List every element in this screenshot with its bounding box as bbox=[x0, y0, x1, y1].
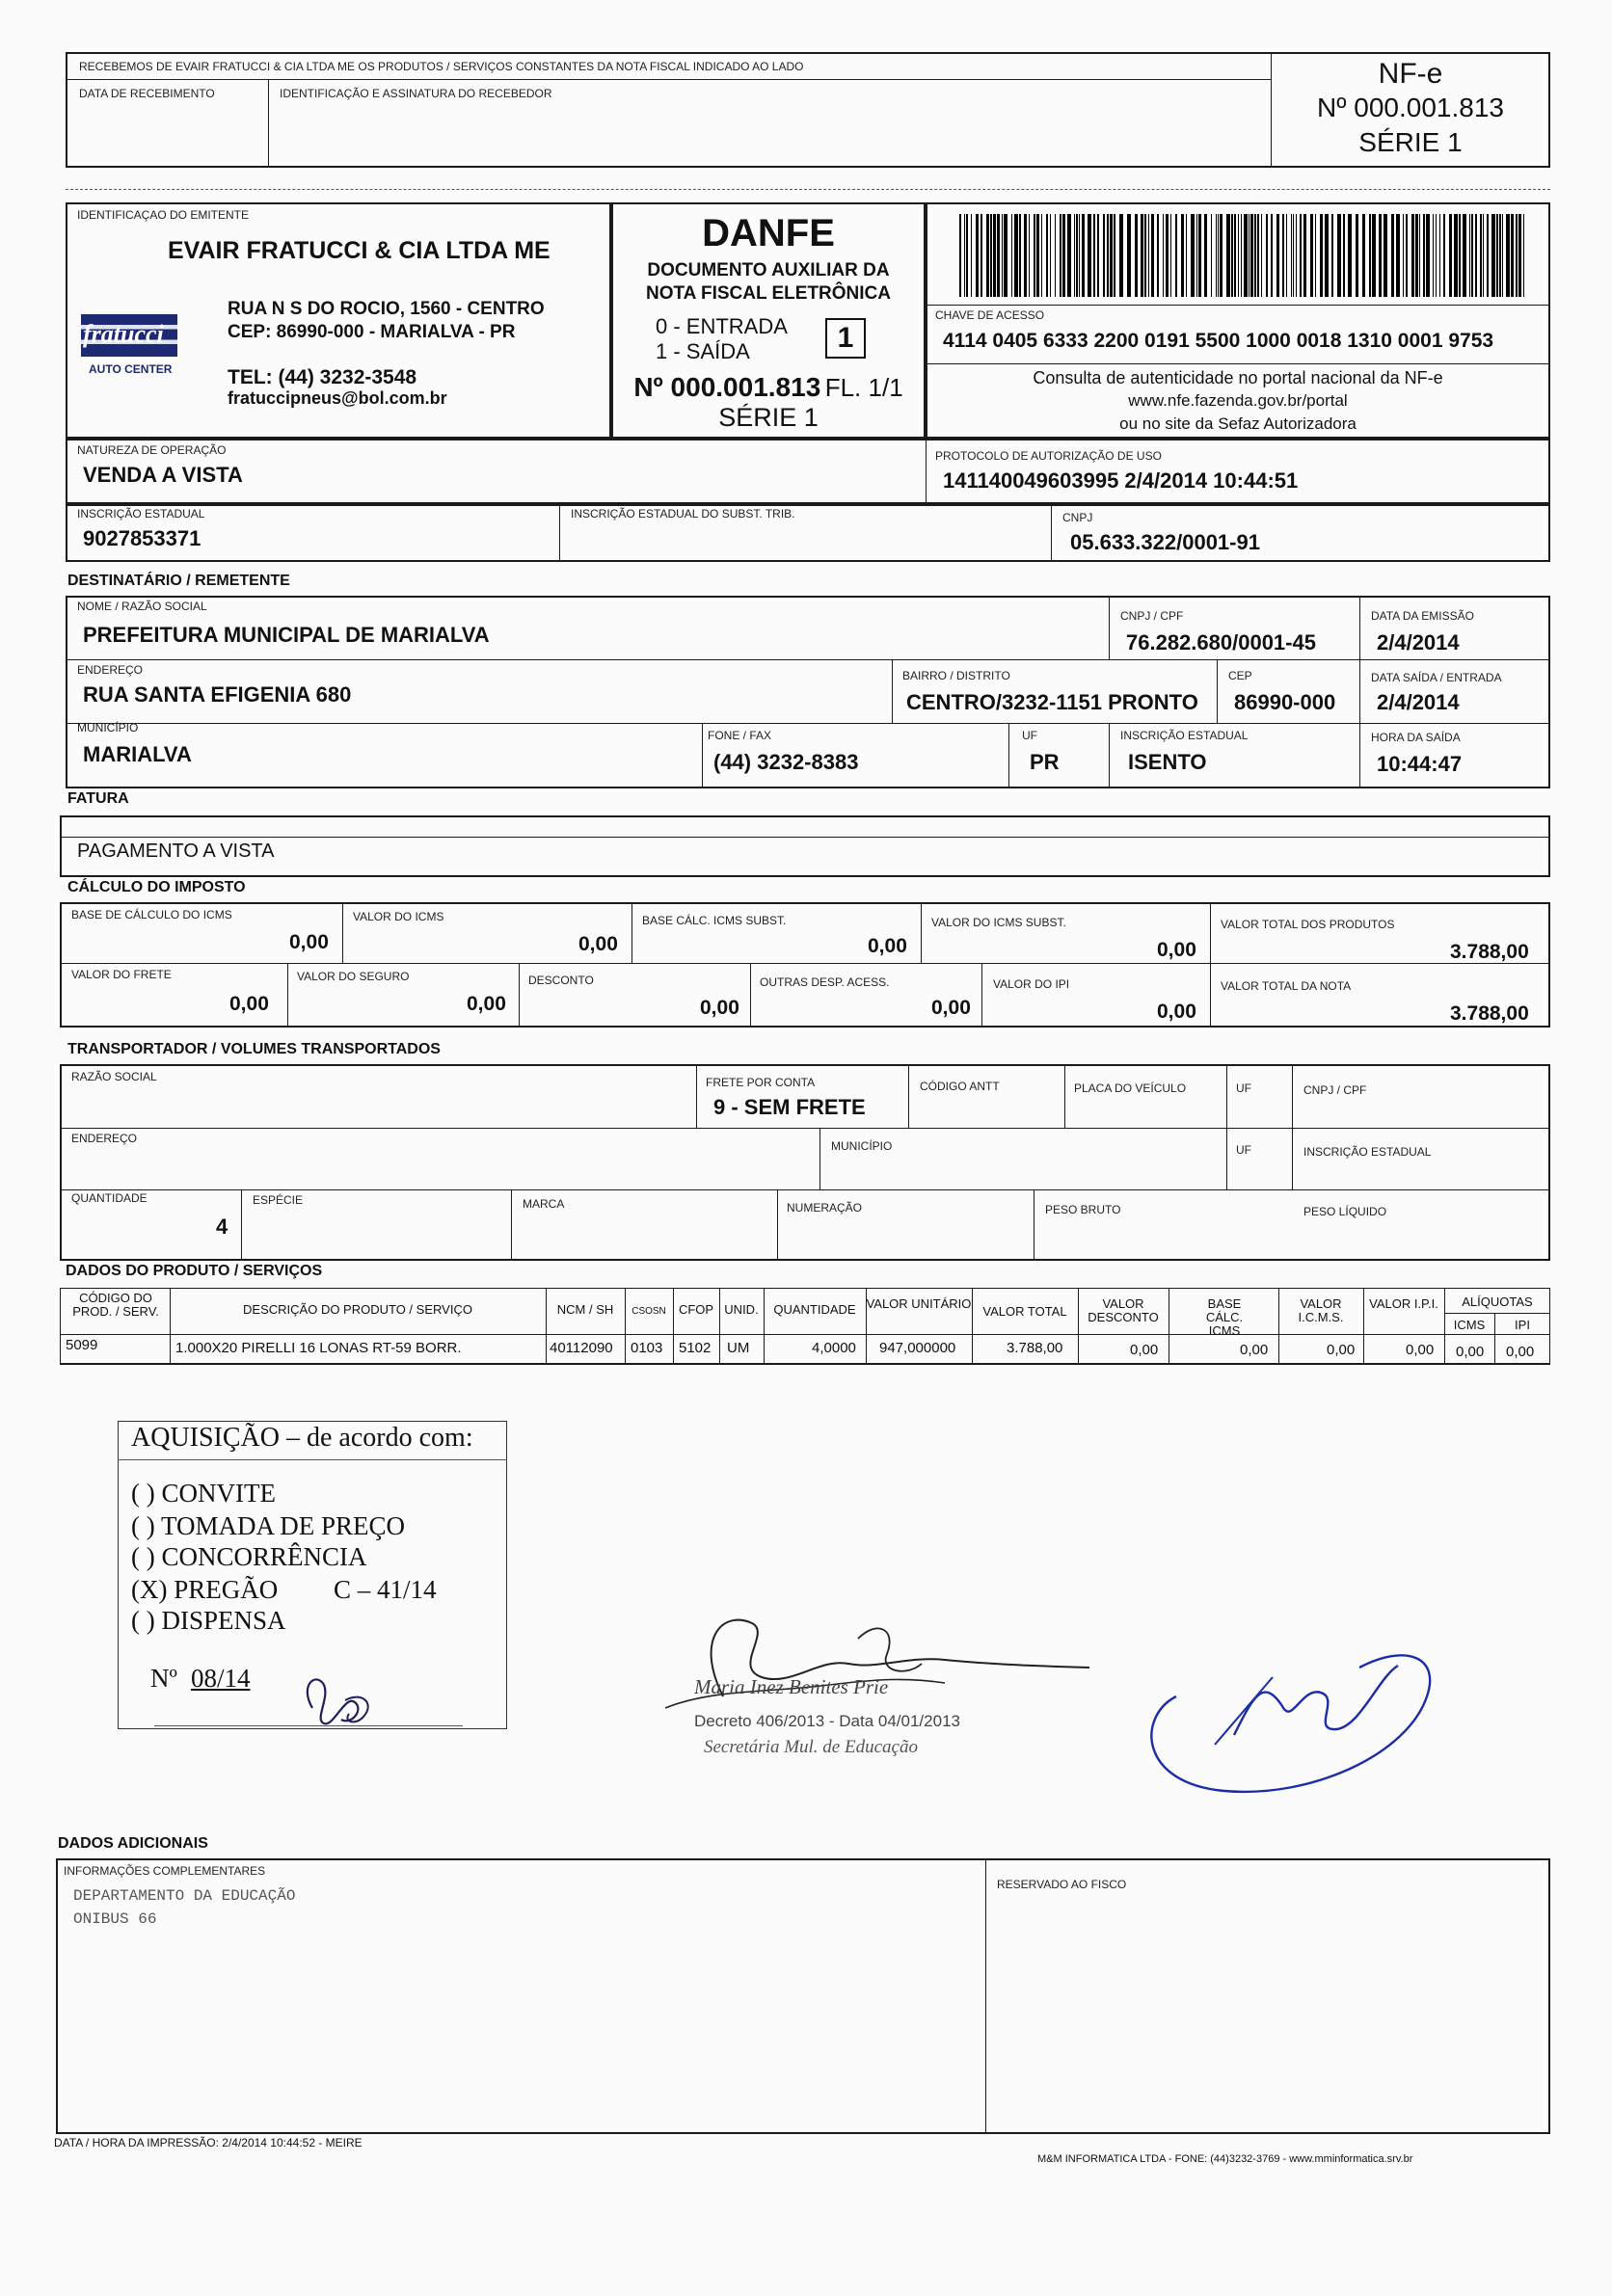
outras-label: OUTRAS DESP. ACESS. bbox=[760, 975, 890, 989]
transp-qtd-label: QUANTIDADE bbox=[71, 1191, 148, 1205]
info-line2: ONIBUS 66 bbox=[73, 1910, 157, 1928]
base-icms-label: BASE DE CÁLCULO DO ICMS bbox=[71, 908, 232, 921]
danfe-serie: SÉRIE 1 bbox=[718, 403, 819, 432]
chave-value: 4114 0405 6333 2200 0191 5500 1000 0018 1310 0001 9753 bbox=[943, 330, 1494, 352]
imposto-section: CÁLCULO DO IMPOSTO bbox=[67, 879, 246, 895]
transp-numeracao-label: NUMERAÇÃO bbox=[787, 1201, 863, 1215]
canhoto-serie: SÉRIE 1 bbox=[1358, 127, 1463, 157]
emitente-logo bbox=[81, 310, 187, 378]
chave-consulta3: ou no site da Sefaz Autorizadora bbox=[1119, 414, 1357, 433]
transp-qtd: 4 bbox=[216, 1215, 228, 1239]
th-codigo: CÓDIGO DO PROD. / SERV. bbox=[72, 1291, 159, 1319]
iest-label: INSCRIÇÃO ESTADUAL DO SUBST. TRIB. bbox=[571, 507, 795, 521]
transp-antt-label: CÓDIGO ANTT bbox=[920, 1080, 1000, 1093]
td-descricao: 1.000X20 PIRELLI 16 LONAS RT-59 BORR. bbox=[175, 1340, 462, 1356]
fatura-section: FATURA bbox=[67, 790, 129, 807]
produtos-section: DADOS DO PRODUTO / SERVIÇOS bbox=[66, 1263, 323, 1279]
danfe-numero: Nº 000.001.813 bbox=[633, 372, 821, 402]
base-st-label: BASE CÁLC. ICMS SUBST. bbox=[642, 914, 787, 927]
total-prod: 3.788,00 bbox=[1450, 941, 1529, 963]
outras: 0,00 bbox=[931, 997, 971, 1019]
valor-st-label: VALOR DO ICMS SUBST. bbox=[931, 916, 1066, 929]
fatura-box bbox=[60, 815, 1550, 877]
transp-bruto-label: PESO BRUTO bbox=[1045, 1203, 1121, 1216]
carimbo-title: AQUISIÇÃO – de acordo com: bbox=[131, 1423, 473, 1453]
protocolo-label: PROTOCOLO DE AUTORIZAÇÃO DE USO bbox=[935, 449, 1162, 463]
dest-uf: PR bbox=[1030, 750, 1060, 774]
dest-cep: 86990-000 bbox=[1234, 690, 1336, 714]
ie-label: INSCRIÇÃO ESTADUAL bbox=[77, 507, 205, 521]
td-base: 0,00 bbox=[1240, 1342, 1269, 1358]
transp-placa-label: PLACA DO VEÍCULO bbox=[1074, 1081, 1187, 1095]
dest-fone-label: FONE / FAX bbox=[708, 729, 772, 742]
td-vtotal: 3.788,00 bbox=[1007, 1340, 1063, 1356]
dest-hora-label: HORA DA SAÍDA bbox=[1371, 731, 1461, 744]
dest-emissao: 2/4/2014 bbox=[1377, 630, 1460, 654]
danfe-tipo-box bbox=[825, 318, 866, 359]
carimbo-item-dispensa: ( ) DISPENSA bbox=[131, 1606, 286, 1635]
dest-saida: 2/4/2014 bbox=[1377, 690, 1460, 714]
dest-bairro: CENTRO/3232-1151 PRONTO bbox=[906, 690, 1198, 714]
natureza-row bbox=[66, 439, 1550, 506]
chave-consulta1: Consulta de autenticidade no portal nacional da NF-e bbox=[1033, 368, 1443, 387]
seguro: 0,00 bbox=[467, 993, 506, 1015]
rodape-impressao: DATA / HORA DA IMPRESSÃO: 2/4/2014 10:44:52 - MEIRE bbox=[54, 2136, 363, 2149]
dest-saida-label: DATA SAÍDA / ENTRADA bbox=[1371, 671, 1502, 684]
frete-label: VALOR DO FRETE bbox=[71, 968, 172, 981]
danfe-saida: 1 - SAÍDA bbox=[656, 339, 750, 363]
valor-icms-label: VALOR DO ICMS bbox=[353, 910, 444, 923]
dest-cep-label: CEP bbox=[1228, 669, 1252, 682]
emitente-cep: CEP: 86990-000 - MARIALVA - PR bbox=[228, 322, 516, 342]
th-vipi: VALOR I.P.I. bbox=[1369, 1296, 1438, 1311]
total-nota-label: VALOR TOTAL DA NOTA bbox=[1221, 979, 1352, 993]
desconto-label: DESCONTO bbox=[528, 974, 594, 987]
assinatura-decreto: Decreto 406/2013 - Data 04/01/2013 bbox=[694, 1712, 960, 1730]
td-vipi: 0,00 bbox=[1406, 1342, 1435, 1358]
dest-end-label: ENDEREÇO bbox=[77, 663, 144, 677]
th-ncm: NCM / SH bbox=[556, 1302, 614, 1317]
th-qtd: QUANTIDADE bbox=[773, 1302, 856, 1317]
carimbo-numero-label: Nº bbox=[150, 1664, 177, 1693]
protocolo-value: 141140049603995 2/4/2014 10:44:51 bbox=[943, 468, 1299, 493]
dest-ie: ISENTO bbox=[1128, 750, 1207, 774]
base-icms: 0,00 bbox=[289, 931, 329, 953]
rubrica-icon bbox=[295, 1666, 382, 1733]
danfe-tipo: 1 bbox=[837, 322, 854, 354]
emitente-label: IDENTIFICAÇAO DO EMITENTE bbox=[77, 208, 250, 222]
emitente-tel: TEL: (44) 3232-3548 bbox=[228, 366, 417, 388]
dest-fone: (44) 3232-8383 bbox=[713, 750, 859, 774]
total-nota: 3.788,00 bbox=[1450, 1002, 1529, 1025]
danfe-sub1: DOCUMENTO AUXILIAR DA bbox=[647, 260, 890, 280]
dest-ie-label: INSCRIÇÃO ESTADUAL bbox=[1120, 729, 1249, 742]
transportador-section: TRANSPORTADOR / VOLUMES TRANSPORTADOS bbox=[67, 1041, 441, 1057]
carimbo-item-pregao: (X) PREGÃO bbox=[131, 1575, 279, 1604]
transp-frete: 9 - SEM FRETE bbox=[713, 1095, 866, 1119]
td-cfop: 5102 bbox=[679, 1340, 712, 1356]
td-vdesc: 0,00 bbox=[1130, 1342, 1159, 1358]
carimbo-numero: 08/14 bbox=[191, 1664, 251, 1693]
assinatura-cargo: Secretária Mul. de Educação bbox=[704, 1737, 918, 1757]
natureza-value: VENDA A VISTA bbox=[83, 463, 243, 487]
canhoto-nfe: NF-e bbox=[1378, 58, 1443, 90]
transp-cnpj-label: CNPJ / CPF bbox=[1303, 1083, 1367, 1097]
natureza-label: NATUREZA DE OPERAÇÃO bbox=[77, 443, 227, 457]
emitente-email: fratuccipneus@bol.com.br bbox=[228, 388, 447, 408]
dest-nome: PREFEITURA MUNICIPAL DE MARIALVA bbox=[83, 623, 490, 647]
data-recebimento-label: DATA DE RECEBIMENTO bbox=[79, 87, 215, 100]
ipi: 0,00 bbox=[1157, 1001, 1196, 1023]
transp-razao-label: RAZÃO SOCIAL bbox=[71, 1070, 157, 1083]
dest-hora: 10:44:47 bbox=[1377, 752, 1463, 776]
fisco-label: RESERVADO AO FISCO bbox=[997, 1878, 1127, 1891]
transp-especie-label: ESPÉCIE bbox=[253, 1193, 304, 1207]
carimbo-item-tomada: ( ) TOMADA DE PREÇO bbox=[131, 1511, 406, 1540]
rodape-software: M&M INFORMATICA LTDA - FONE: (44)3232-3769 - www.mminformatica.srv.br bbox=[1037, 2153, 1413, 2165]
canhoto-numero: Nº 000.001.813 bbox=[1317, 93, 1504, 122]
cnpj-label: CNPJ bbox=[1062, 511, 1093, 524]
transp-end-label: ENDEREÇO bbox=[71, 1132, 138, 1145]
carimbo-item-concorrencia: ( ) CONCORRÊNCIA bbox=[131, 1542, 367, 1571]
frete: 0,00 bbox=[229, 993, 269, 1015]
dest-bairro-label: BAIRRO / DISTRITO bbox=[902, 669, 1010, 682]
signature-blue-icon bbox=[1118, 1639, 1465, 1802]
inscricao-row bbox=[66, 502, 1550, 562]
th-cfop: CFOP bbox=[678, 1302, 714, 1317]
transp-marca-label: MARCA bbox=[523, 1197, 565, 1211]
th-aicms: ICMS bbox=[1453, 1318, 1486, 1332]
th-vdesc: VALOR DESCONTO bbox=[1088, 1296, 1159, 1324]
dest-cnpj-label: CNPJ / CPF bbox=[1120, 609, 1184, 623]
canhoto-recebemos: RECEBEMOS DE EVAIR FRATUCCI & CIA LTDA ME OS PRODUTOS / SERVIÇOS CONSTANTES DA NOTA FISCAL INDICADO AO LADO bbox=[79, 60, 804, 73]
th-base: BASE CÁLC. ICMS bbox=[1205, 1296, 1244, 1338]
dest-nome-label: NOME / RAZÃO SOCIAL bbox=[77, 600, 207, 613]
dest-emissao-label: DATA DA EMISSÃO bbox=[1371, 609, 1474, 623]
logo-sub: AUTO CENTER bbox=[89, 362, 173, 376]
fatura-value: PAGAMENTO A VISTA bbox=[77, 841, 275, 862]
transp-liquido-label: PESO LÍQUIDO bbox=[1303, 1205, 1387, 1218]
info-label: INFORMAÇÕES COMPLEMENTARES bbox=[64, 1864, 266, 1878]
dest-mun-label: MUNICÍPIO bbox=[77, 721, 139, 734]
base-st: 0,00 bbox=[868, 935, 907, 957]
th-csosn: CSOSN bbox=[631, 1306, 666, 1317]
carimbo-item-convite: ( ) CONVITE bbox=[131, 1479, 276, 1508]
desconto: 0,00 bbox=[700, 997, 739, 1019]
danfe-entrada: 0 - ENTRADA bbox=[656, 314, 788, 338]
transp-frete-label: FRETE POR CONTA bbox=[706, 1076, 816, 1089]
danfe-folha: FL. 1/1 bbox=[824, 373, 903, 402]
th-descricao: DESCRIÇÃO DO PRODUTO / SERVIÇO bbox=[243, 1302, 472, 1317]
emitente-nome: EVAIR FRATUCCI & CIA LTDA ME bbox=[168, 237, 551, 264]
ipi-label: VALOR DO IPI bbox=[993, 977, 1070, 991]
transp-uf-label: UF bbox=[1236, 1081, 1251, 1095]
td-csosn: 0103 bbox=[631, 1340, 663, 1356]
carimbo-pregao-num: C – 41/14 bbox=[334, 1575, 437, 1604]
td-vicms: 0,00 bbox=[1327, 1342, 1356, 1358]
td-unid: UM bbox=[727, 1340, 750, 1356]
emitente-endereco: RUA N S DO ROCIO, 1560 - CENTRO bbox=[228, 299, 545, 319]
td-qtd: 4,0000 bbox=[812, 1340, 856, 1356]
th-vtotal: VALOR TOTAL bbox=[982, 1304, 1067, 1319]
valor-st: 0,00 bbox=[1157, 939, 1196, 961]
cnpj-value: 05.633.322/0001-91 bbox=[1070, 530, 1260, 554]
assinatura-nome: Maria Inez Benites Prie bbox=[694, 1675, 889, 1698]
transp-uf2-label: UF bbox=[1236, 1143, 1251, 1157]
info-line1: DEPARTAMENTO DA EDUCAÇÃO bbox=[73, 1887, 296, 1905]
td-ncm: 40112090 bbox=[550, 1340, 613, 1356]
destinatario-section: DESTINATÁRIO / REMETENTE bbox=[67, 573, 290, 589]
adicionais-section: DADOS ADICIONAIS bbox=[58, 1835, 208, 1852]
dest-cnpj: 76.282.680/0001-45 bbox=[1126, 630, 1316, 654]
chave-consulta2: www.nfe.fazenda.gov.br/portal bbox=[1128, 391, 1348, 410]
dest-endereco: RUA SANTA EFIGENIA 680 bbox=[83, 682, 352, 707]
logo-text: fratucci bbox=[83, 320, 164, 348]
td-vunit: 947,000000 bbox=[879, 1340, 956, 1356]
ie-value: 9027853371 bbox=[83, 526, 202, 550]
td-codigo: 5099 bbox=[66, 1337, 98, 1353]
barcode-icon bbox=[959, 214, 1528, 297]
ident-assinatura-label: IDENTIFICAÇÃO E ASSINATURA DO RECEBEDOR bbox=[280, 87, 552, 100]
danfe-sub2: NOTA FISCAL ELETRÔNICA bbox=[645, 283, 892, 304]
total-prod-label: VALOR TOTAL DOS PRODUTOS bbox=[1221, 918, 1395, 931]
th-unid: UNID. bbox=[724, 1302, 759, 1317]
transp-mun-label: MUNICÍPIO bbox=[831, 1139, 893, 1153]
danfe-title: DANFE bbox=[702, 212, 835, 254]
td-aicms: 0,00 bbox=[1456, 1344, 1485, 1360]
transp-ie-label: INSCRIÇÃO ESTADUAL bbox=[1303, 1145, 1432, 1159]
danfe-numero-line bbox=[617, 372, 920, 403]
td-aipi: 0,00 bbox=[1506, 1344, 1535, 1360]
th-vunit: VALOR UNITÁRIO bbox=[866, 1296, 972, 1311]
valor-icms: 0,00 bbox=[578, 933, 618, 955]
th-aliq: ALÍQUOTAS bbox=[1462, 1295, 1533, 1309]
cut-line bbox=[66, 189, 1550, 190]
seguro-label: VALOR DO SEGURO bbox=[297, 970, 410, 983]
th-aipi: IPI bbox=[1515, 1318, 1530, 1332]
dest-uf-label: UF bbox=[1022, 729, 1037, 742]
dest-municipio: MARIALVA bbox=[83, 742, 192, 766]
chave-label: CHAVE DE ACESSO bbox=[935, 308, 1045, 322]
th-vicms: VALOR I.C.M.S. bbox=[1298, 1296, 1344, 1324]
